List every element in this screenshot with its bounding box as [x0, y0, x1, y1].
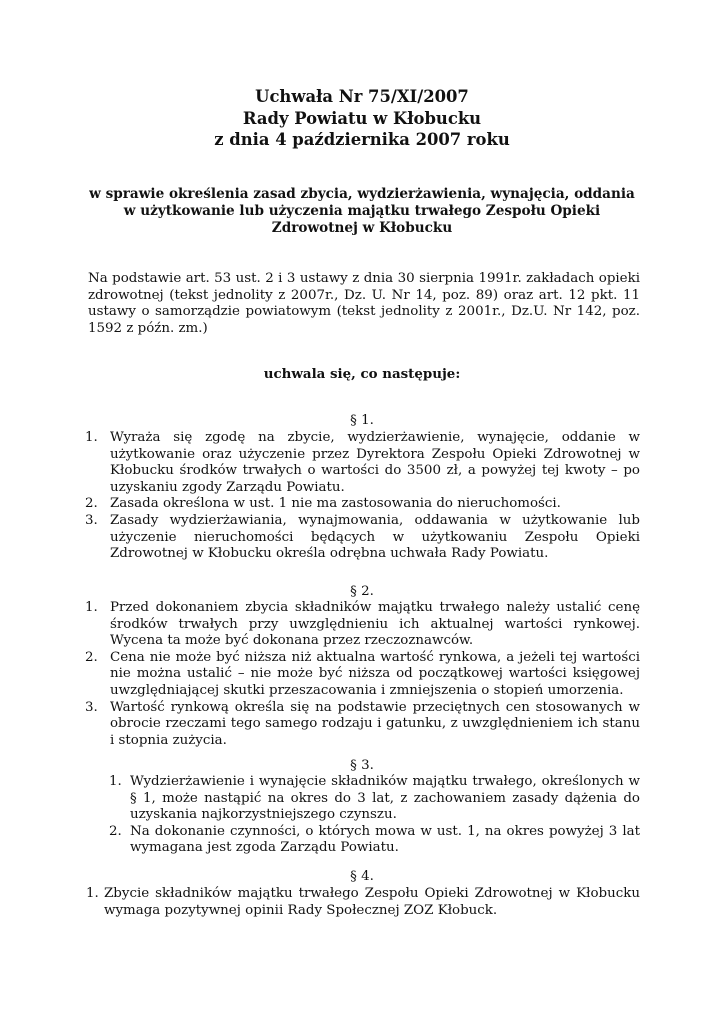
section-2-list: [85, 600, 640, 749]
resolves-statement: uchwala się, co następuje:: [263, 366, 461, 382]
section-3-heading: § 3.: [350, 758, 374, 773]
item-number: 3.: [85, 512, 98, 528]
item-text: Cena nie może być niższa niż aktualna wartość rynkowa, a jeżeli tej wartości nie można ustalić – nie może być niższa od początkowej wartości księgowej uwzględniającej skutki przeszacowania i zmniejszenia o stopień umorzenia.: [110, 649, 640, 698]
item-text: Wyraża się zgodę na zbycie, wydzierżawienie, wynajęcie, oddanie w użytkowanie oraz użyczenie przez Dyrektora Zespołu Opieki Zdrowotnej w Kłobucku środków trwałych o wartości do 3500 zł, a powyżej tej kwoty – po uzyskaniu zgody Zarządu Powiatu.: [110, 430, 640, 495]
item-number: 1.: [86, 886, 99, 901]
item-text: Zasada określona w ust. 1 nie ma zastosowania do nieruchomości.: [110, 496, 561, 512]
item-number: 2.: [85, 649, 98, 665]
list-item: [85, 600, 640, 650]
list-item: [109, 774, 640, 824]
section-4-heading: § 4.: [350, 869, 374, 884]
section-3-list: [109, 774, 640, 857]
subject-line-3: Zdrowotnej w Kłobucku: [271, 220, 453, 236]
item-text: Przed dokonaniem zbycia składników majątku trwałego należy ustalić cenę środków trwałych przy uwzględnieniu ich aktualnej wartości rynkowej. Wycena ta może być dokonana przez rzeczoznawców.: [110, 600, 640, 649]
section-4-list: [86, 886, 640, 919]
item-text: Na dokonanie czynności, o których mowa w ust. 1, na okres powyżej 3 lat wymagana jest zgoda Zarządu Powiatu.: [130, 823, 640, 856]
item-number: 3.: [85, 699, 98, 715]
item-number: 2.: [85, 496, 98, 512]
subject-line-2: w użytkowanie lub użyczenia majątku trwałego Zespołu Opieki: [123, 203, 601, 219]
list-item: [85, 430, 640, 496]
section-1-list: [85, 430, 640, 563]
list-item: [85, 496, 640, 513]
section-1-heading: § 1.: [350, 413, 374, 428]
item-text: Wartość rynkową określa się na podstawie przeciętnych cen stosowanych w obrocie rzeczami tego samego rodzaju i gatunku, z uwzględnieniem ich stanu i stopnia zużycia.: [110, 699, 640, 748]
item-number: 1.: [85, 600, 98, 615]
title-line-council: Rady Powiatu w Kłobucku: [242, 108, 482, 128]
list-item: [85, 699, 640, 750]
list-item: [85, 512, 640, 563]
resolution-title: [0, 86, 724, 151]
subject-line-1: w sprawie określenia zasad zbycia, wydzierżawienia, wynajęcia, oddania: [89, 186, 635, 202]
list-item: [109, 823, 640, 857]
section-2-heading: § 2.: [350, 584, 374, 599]
title-line-number: Uchwała Nr 75/XI/2007: [255, 87, 469, 106]
title-line-date: z dnia 4 października 2007 roku: [214, 130, 510, 149]
resolution-subject: [80, 186, 644, 237]
item-number: 1.: [85, 430, 98, 445]
legal-basis-paragraph: Na podstawie art. 53 ust. 2 i 3 ustawy z dnia 30 sierpnia 1991r. zakładach opieki zdrowotnej (tekst jednolity z 2007r., Dz. U. Nr 14, poz. 89) oraz art. 12 pkt. 11 ustawy o samorządzie powiatowym (tekst jednolity z 2001r., Dz.U. Nr 142, poz. 1592 z późn. zm.): [88, 271, 640, 336]
item-text: Zasady wydzierżawiania, wynajmowania, oddawania w użytkowanie lub użyczenie nieruchomości będących w użytkowaniu Zespołu Opieki Zdrowotnej w Kłobucku określa odrębna uchwała Rady Powiatu.: [110, 512, 640, 562]
item-text: Wydzierżawienie i wynajęcie składników majątku trwałego, określonych w § 1, może nastąpić na okres do 3 lat, z zachowaniem zasady dążenia do uzyskania najkorzystniejszego czynszu.: [130, 774, 640, 823]
item-number: 1.: [109, 774, 122, 789]
item-number: 2.: [109, 823, 122, 839]
list-item: [85, 649, 640, 700]
list-item: [86, 886, 640, 919]
item-text: Zbycie składników majątku trwałego Zespołu Opieki Zdrowotnej w Kłobucku wymaga pozytywnej opinii Rady Społecznej ZOZ Kłobuck.: [104, 886, 640, 918]
